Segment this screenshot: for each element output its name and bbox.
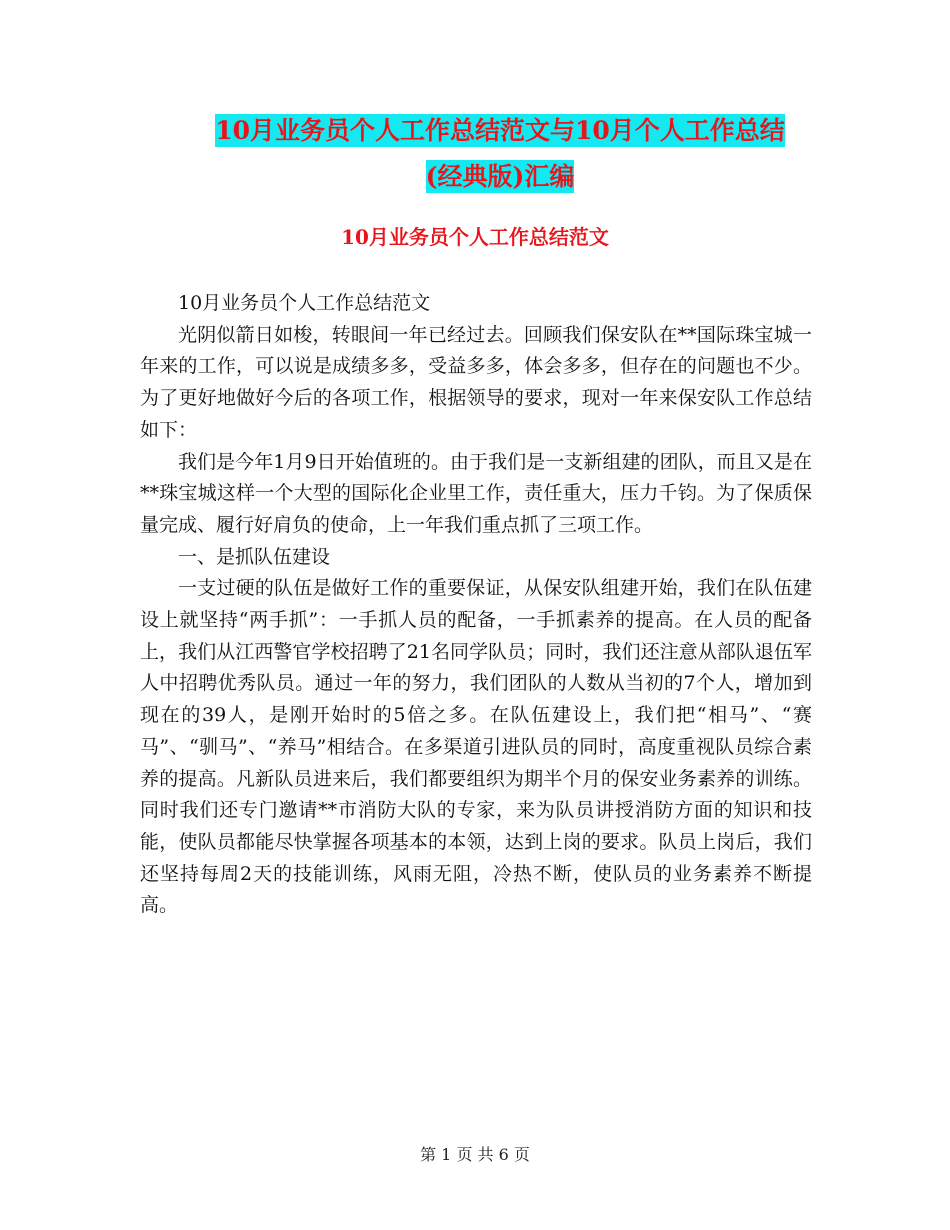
paragraph: 光阴似箭日如梭，转眼间一年已经过去。回顾我们保安队在**国际珠宝城一年来的工作，可以说是成绩多多，受益多多，体会多多，但存在的问题也不少。为了更好地做好今后的各项工作，根据领导的要求，现对一年来保安队工作总结如下： [140,323,812,441]
section-title: 10月业务员个人工作总结范文 [341,225,609,249]
title-line-1: 10月业务员个人工作总结范文与10月个人工作总结 [215,116,785,145]
document-title [140,108,860,200]
paragraph: 10月业务员个人工作总结范文 [178,292,431,314]
page-footer: 第 1 页 共 6 页 [420,1145,530,1164]
document-body [140,288,812,922]
paragraph: 一支过硬的队伍是做好工作的重要保证，从保安队组建开始，我们在队伍建设上就坚持“两手抓”：一手抓人员的配备，一手抓素养的提高。在人员的配备上，我们从江西警官学校招聘了21名同学队员；同时，我们还注意从部队退伍军人中招聘优秀队员。通过一年的努力，我们团队的人数从当初的7个人，增加到现在的39人，是刚开始时的5倍之多。在队伍建设上，我们把“相马”、“赛马”、“驯马”、“养马”相结合。在多渠道引进队员的同时，高度重视队员综合素养的提高。凡新队员进来后，我们都要组织为期半个月的保安业务素养的训练。同时我们还专门邀请**市消防大队的专家，来为队员讲授消防方面的知识和技能，使队员都能尽快掌握各项基本的本领，达到上岗的要求。队员上岗后，我们还坚持每周2天的技能训练，风雨无阻，冷热不断，使队员的业务素养不断提高。 [140,577,812,917]
paragraph: 一、是抓队伍建设 [178,545,331,568]
paragraph: 我们是今年1月9日开始值班的。由于我们是一支新组建的团队，而且又是在**珠宝城这样一个大型的国际化企业里工作，责任重大，压力千钧。为了保质保量完成、履行好肩负的使命，上一年我们重点抓了三项工作。 [140,450,812,536]
title-line-2: (经典版)汇编 [425,162,575,191]
